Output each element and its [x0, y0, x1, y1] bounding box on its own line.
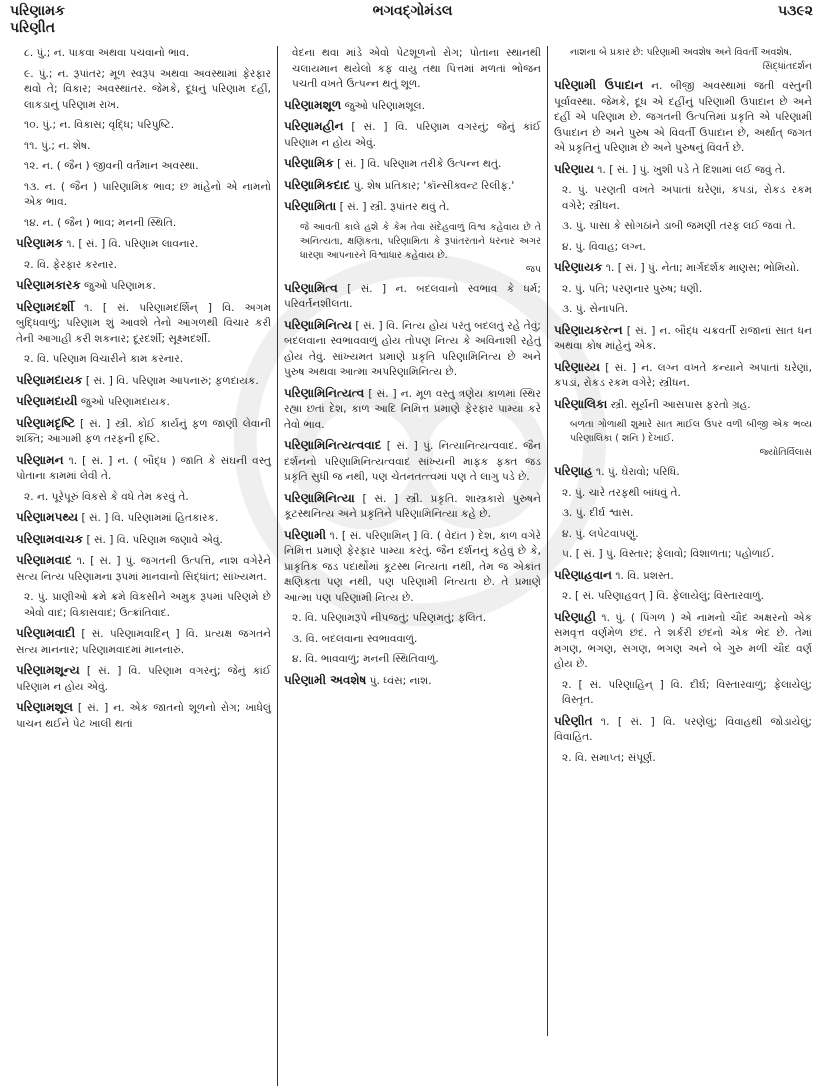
sub-sense: ૩. પું. પાસા કે સોગઠાંને ડાબી જમણી તરફ લઈ જવાં તે.: [562, 220, 796, 232]
page-number: ૫૩૯૨: [777, 3, 813, 19]
definition-text: ૧. [ સં. પરિણામદર્શિન્ ] વિ. અગમ બુદ્ધિવાળું; પરિણામ શું આવશે તેનો આગળથી વિચાર કરી તેની આગાહી કરી શકનાર; દૂરદર્શી; સૂક્ષ્મદર્શી.: [16, 301, 271, 345]
sub-sense: ૨. પું. પતિ; પરણનાર પુરુષ; ધણી.: [562, 282, 703, 295]
dictionary-entry: [284, 98, 541, 115]
sub-sense: ૨. વિ. પરિણામરૂપે નીપજતું; પરિણમતું; ફલિત.: [292, 612, 487, 624]
dictionary-entry: [16, 300, 271, 348]
definition-text: [ સં. ] સ્ત્રી. કોઈ કાર્યનું ફળ જાણી લેવાની શક્તિ; આગામી ફળ તરફની દૃષ્ટિ.: [16, 417, 271, 445]
dictionary-entry: [16, 278, 271, 295]
sub-sense: ૧૦. પું.; ન. વિકાસ; વૃદ્ધિ; પરિપુષ્ટિ.: [24, 119, 175, 131]
definition-text: પું. ધ્વંસ; નાશ.: [366, 674, 432, 687]
dictionary-entry: [554, 714, 812, 746]
dictionary-entry: [284, 318, 541, 381]
sub-sense: ૩. પું. સેનાપતિ.: [562, 303, 629, 315]
dictionary-entry: [16, 663, 271, 695]
sub-sense: ૨. [ સં. પરિણાહવત્ ] વિ. ફેલાયેલું; વિસ્તારવાળું.: [562, 590, 765, 602]
headword: પરિણામિતા: [284, 199, 337, 213]
headword: પરિણામક: [16, 236, 64, 250]
sub-sense: ૧૧. પું.; ન. શેષ.: [24, 139, 91, 152]
sub-sense: ૫. [ સં. ] પું. વિસ્તાર; ફેલાવો; વિશાળતા; પહોળાઈ.: [562, 548, 775, 560]
sub-sense: ૯. પું.; ન. રૂપાંતર; મૂળ સ્વરૂપ અથવા અવસ્થામાં ફેરફાર થવો તે; વિકાર; અવસ્થાંતર. જેમકે, દૂધનું પરિણામ દહીં, લાકડાનું પરિણામ રાખ.: [24, 67, 271, 111]
book-title: ભગવદ્ગોમંડલ: [372, 3, 453, 19]
definition-text: જુઓ પરિણામક.: [80, 280, 156, 292]
sub-sense: ૨. પું. પ્રાણીઓ ક્રમે ક્રમે વિકસીને અમુક રૂપમાં પરિણમે છે એવો વાદ; વિકાસવાદ; ઉત્ક્રાંતિવાદ.: [24, 591, 271, 619]
guide-word-last: પરિણીત: [10, 20, 55, 36]
headword: પરિણાહી: [554, 609, 597, 624]
sub-sense: ૪. વિ. ભાવવાળું; મનની સ્થિતિવાળું.: [292, 653, 439, 665]
headword: પરિણામવાચક: [16, 531, 84, 546]
sub-sense: ૨. વિ. પરિણામ વિચારીને કામ કરનાર.: [24, 353, 184, 365]
guide-word-first: પરિણામક: [10, 3, 65, 19]
headword: પરિણામદૃષ્ટિ: [16, 415, 76, 430]
definition-text: ૧. [ સં. ] વિ. પરિણામ લાવનાર.: [63, 238, 199, 250]
dictionary-entry: [554, 464, 812, 481]
sub-sense: ૩. વિ. બદલવાના સ્વભાવવાળું.: [292, 632, 418, 645]
headword: પરિણામહીન: [284, 119, 344, 133]
dictionary-entry: [284, 386, 541, 434]
definition-text: [ સં. ] વિ. પરિણામમાં હિતકારક.: [78, 512, 219, 524]
sub-sense: ૮. પું.; ન. પાકવા અથવા પચવાનો ભાવ.: [24, 47, 190, 59]
definition-text: [ સં. ] વિ. પરિણામ તરીકે ઉત્પન્ન થતું.: [333, 158, 502, 170]
sub-sense: ૩. પું. દીર્ઘ શ્વાસ.: [562, 507, 634, 519]
dictionary-entry: [284, 119, 541, 151]
definition-text: ૧. પું. ઘેરાવો; પરિધિ.: [592, 466, 680, 478]
dictionary-entry: [284, 156, 541, 173]
definition-text: [ સં. ] ન. એક જાતનો શૂળનો રોગ; ખાધેલું પાચન થઈને પેટ ખાલી થતાં: [16, 702, 271, 730]
headword: પરિણામિત્વ: [284, 280, 338, 295]
headword: પરિણામિનિત્યા: [284, 490, 355, 505]
dictionary-entry: [554, 610, 812, 673]
definition-text: [ સં. પરિણામવાદિન્ ] વિ. પ્રત્યક્ષ જગતને સત્ય માનનાર; પરિણામવાદમાં માનનારું.: [16, 628, 271, 656]
definition-text: [ સં. ] સ્ત્રી. રૂપાંતર થવું તે.: [336, 201, 450, 213]
dictionary-entry: [284, 673, 541, 690]
headword: પરિણીત: [554, 713, 593, 728]
definition-text: ૧. [ સં. ] પું. જગતની ઉત્પત્તિ, નાશ વગેરેને સત્ય નિત્ય પરિણામના રૂપમાં માનવાનો સિદ્ધાંત; સાંખ્યમત.: [16, 555, 271, 583]
continued-definition: વેદના થવા માંડે એવો પેટશૂળનો રોગ; પોતાના સ્થાનથી ચલાયમાન થયેલો કફ વાયુ તથા પિત્તમાં મળતાં ભોજન પચતી વખતે ઉત્પન્ન થતું શૂળ.: [292, 47, 541, 90]
dictionary-entry: [554, 568, 812, 585]
definition-text: ૧. વિ. પ્રશસ્ત.: [612, 569, 674, 582]
headword: પરિણામવાદી: [16, 626, 76, 640]
definition-text: ૧. પું. ( પિંગળ ) એ નામનો ચૌદ અક્ષરનો એક સમવૃત્ત વર્ણમેળ છંદ. તે શર્કરી છંદનો એક ભેદ છે. તેમાં મગણ, ભગણ, સગણ, ભગણ અને બે ગુરુ મળી ચૌદ વર્ણ હોય છે.: [554, 611, 812, 670]
citation-quote: [570, 46, 812, 74]
headword: પરિણામી અવશેષ: [284, 672, 367, 687]
headword: પરિણામિકદાદ: [284, 177, 351, 192]
headword: પરિણામપથ્ય: [16, 510, 79, 524]
column-right: [548, 46, 818, 1086]
definition-text: [ સં. ] વિ. નિત્ય હોય પરંતુ બદલતું રહે તેવું; બદલવાના સ્વભાવવાળું હોય તોપણ નિત્ય કે અવિનાશી રહેતું હોય તેવું. સાંખ્યમત પ્રમાણે પ્રકૃતિ પરિણામિનિત્ય છે અને પુરુષ અથવા આત્મા અપરિણામિનિત્ય છે.: [284, 319, 541, 378]
headword: પરિણામદર્શી: [16, 299, 74, 314]
sub-sense: ૨. પું. ચારે તરફથી બાંધવું તે.: [562, 486, 681, 499]
quote-text: જે આવતી કાલે હશે કે કેમ તેવા સંદેહવાળું વિશ્વ કહેવાય છે તે અનિત્યતા, ક્ષણિકતા, પરિણામિતા કે રૂપાંતરતાને ધરનાર અગર ધારણા આપનારને વિશ્વાધાર કહેવાય છે.: [300, 221, 541, 261]
citation-quote: [570, 418, 812, 460]
headword: પરિણામિક: [284, 156, 334, 170]
headword: પરિણાહવાન: [554, 567, 612, 582]
sub-sense: ૧૩. ન. ( જૈન ) પારિણામિક ભાવ; છ માંહેનો એ નામનો એક ભાવ.: [24, 180, 271, 208]
definition-text: [ સં. ] ન. બદલવાનો સ્વભાવ કે ધર્મ; પરિવર્તનશીલતા.: [284, 282, 541, 310]
quote-text: નાશના બે પ્રકાર છે: પરિણામી અવશેષ અને વિવર્તી અવશેષ.: [570, 47, 793, 58]
definition-text: ૧. [ સં. ] પું. ખુશી પડે તે દિશામાં લઈ જવું તે.: [593, 163, 786, 176]
headword: પરિણામવાદ: [16, 553, 72, 567]
dictionary-entry: [16, 700, 271, 732]
definition-text: [ સં. ] વિ. પરિણામ વગરનું; જેનું કાંઈ પરિણામ ન હોય એવું.: [16, 665, 271, 693]
dictionary-entry: [16, 510, 271, 527]
sub-sense: ૨. વિ. સમાપ્ત; સંપૂર્ણ.: [562, 751, 656, 764]
headword: પરિણામદાયક: [16, 372, 83, 387]
dictionary-entry: [284, 199, 541, 216]
sub-sense: ૪. પું. લપેટવાપણું.: [562, 527, 639, 540]
definition-text: [ સં. ] ન. બૌદ્ધ ચક્રવર્તી રાજાનાં સાત ધન અથવા કોષ માંહેનું એક.: [554, 324, 812, 352]
dictionary-entry: [284, 178, 541, 195]
definition-text: [ સં. ] વિ. પરિણામ જણાવે એવું.: [83, 533, 223, 546]
definition-text: ૧. [ સં. ] ન. ( બૌદ્ધ ) જાતિ કે સંઘની વસ્તુ પોતાના કામમાં લેવી તે.: [16, 454, 271, 482]
headword: પરિણામકારક: [16, 278, 81, 292]
dictionary-entry: [16, 626, 271, 658]
headword: પરિણામી ઉપાદાન: [554, 78, 644, 92]
headword: પરિણામશૂન્ય: [16, 663, 80, 677]
dictionary-entry: [16, 532, 271, 549]
quote-text: બળતા ગોળાથી શુમારે સાત માઈલ ઉપર વળી બીજી એક ભવ્ય પરિણાલિકા ( શનિ ) દેખાઈ.: [570, 419, 812, 444]
definition-text: ૧. [ સં. ] પું. નેતા; માર્ગદર્શક માણસ; ભોમિયો.: [602, 262, 800, 274]
definition-text: [ સં. ] વિ. પરિણામ વગરનું; જેનું કાંઈ પરિણામ ન હોય એવું.: [284, 121, 541, 149]
dictionary-entry: [554, 78, 812, 157]
sub-sense: ૧૪. ન. ( જૈન ) ભાવ; મનની સ્થિતિ.: [24, 216, 177, 229]
dictionary-entry: [284, 281, 541, 313]
dictionary-entry: [16, 236, 271, 253]
headword: પરિણાય્ય: [554, 359, 600, 374]
headword: પરિણાલિકા: [554, 396, 608, 411]
sub-sense: ૨. વિ. ફેરફાર કરનાર.: [24, 258, 118, 271]
definition-text: [ સં. ] વિ. પરિણામ આપનારું; ફળદાયક.: [82, 374, 259, 387]
definition-text: [ સં. ] ન. મૂળ વસ્તુ ત્રણેય કાળમાં સ્થિર રહ્યા છતાં દેશ, કાળ આદિ નિમિત્ત પ્રમાણે ફેરફાર પામ્યા કરે તેવો ભાવ.: [284, 387, 541, 431]
definition-text: જુઓ પરિણામદાયક.: [77, 396, 170, 408]
dictionary-entry: [284, 491, 541, 523]
dictionary-entry: [16, 416, 271, 448]
citation-quote: [300, 221, 541, 277]
sub-sense: ૨. ન. પૂરેપૂરું વિકસે કે વધે તેમ કરવું તે.: [24, 490, 189, 503]
headword: પરિણામિનિત્યત્વવાદ: [284, 438, 382, 452]
quote-source: જ્યોતિર્વિલાસ: [759, 447, 812, 458]
dictionary-entry: [16, 373, 271, 390]
page-header: [0, 0, 825, 42]
definition-text: [ સં. ] સ્ત્રી. પ્રકૃતિ. શાસ્ત્રકારો પુરુષને કૂટસ્થનિત્ય અને પ્રકૃતિને પરિણામિનિત્યા કહે છે.: [284, 492, 541, 520]
headword: પરિણામન: [16, 452, 64, 467]
quote-source: સિદ્ધાંતદર્શન: [762, 61, 812, 72]
dictionary-entry: [16, 394, 271, 411]
definition-text: ન. બીજી અવસ્થામાં જતી વસ્તુની પૂર્વાવસ્થા. જેમકે, દૂધ એ દહીંનું પરિણામી ઉપાદાન છે અને દહીં એ પરિણામ છે. જગતની ઉત્પત્તિમાં પ્રકૃતિ એ પરિણામી ઉપાદાન છે અને પુરુષ એ વિવર્તી ઉપાદાન છે, અર્થાત્ જગત એ પ્રકૃતિનું પરિણામ છે અને પુરુષનું વિવર્ત છે.: [554, 80, 812, 154]
dictionary-entry: [284, 438, 541, 486]
definition-text: સ્ત્રી. સૂર્યની આસપાસ ફરતો ગ્રહ.: [607, 398, 751, 411]
definition-text: ૧. [ સં. પરિણામિન્ ] વિ. ( વેદાંત ) દેશ, કાળ વગેરે નિમિત્ત પ્રમાણે ફેરફાર પામ્યા કરતું. જૈન દર્શનનું કહેવું છે કે, પ્રાકૃતિક જડ પદાર્થોમાં કૂટસ્થ નિત્યતા નથી, તેમ જ એકાંત ક્ષણિકતા પણ નથી, પણ પરિણામી નિત્યતા છે. તે પ્રમાણે આત્મા પણ પરિણામી નિત્ય છે.: [284, 529, 541, 604]
sub-sense: ૨. પું. પરણતી વખતે અપાતાં ઘરેણાં, કપડાં, રોકડ રકમ વગેરે; સ્ત્રીધન.: [562, 184, 812, 212]
sub-sense: ૧૨. ન. ( જૈન ) જીવની વર્તમાન અવસ્થા.: [24, 160, 199, 172]
dictionary-columns: [10, 46, 818, 1086]
dictionary-entry: [16, 553, 271, 585]
dictionary-entry: [554, 323, 812, 355]
headword: પરિણાયકરત્ન: [554, 322, 623, 337]
headword: પરિણામદાયી: [16, 394, 78, 408]
headword: પરિણાય: [554, 161, 594, 176]
headword: પરિણામિનિત્ય: [284, 317, 352, 332]
definition-text: પું. શેષ પ્રતિકાર; 'કૉન્સીક્વન્ટ રિલીફ.': [350, 179, 515, 192]
column-left: [10, 46, 278, 1086]
dictionary-entry: [16, 453, 271, 485]
headword: પરિણાયક: [554, 260, 603, 274]
quote-source: જપ: [525, 263, 541, 275]
definition-text: [ સં. ] પું. નિત્યાનિત્યત્વવાદ. જૈન દર્શનનો પરિણામિનિત્યત્વવાદ સાંખ્યની માફક ફક્ત જડ પ્રકૃતિ સુધી જ નથી, પણ ચેતનતત્ત્વમાં પણ તે લાગુ પડે છે.: [284, 440, 541, 483]
headword: પરિણાહ: [554, 464, 593, 478]
headword: પરિણામશૂળ: [284, 97, 342, 112]
definition-text: જુઓ પરિણામશૂલ.: [341, 99, 426, 112]
sub-sense: ૪. પું. વિવાહ; લગ્ન.: [562, 240, 646, 253]
sub-sense: ૨. [ સં. પરિણાહિન્ ] વિ. દીર્ઘ; વિસ્તારવાળું; ફેલાયેલું; વિસ્તૃત.: [562, 678, 812, 706]
dictionary-entry: [554, 397, 812, 414]
dictionary-entry: [554, 260, 812, 277]
headword: પરિણામિનિત્યત્વ: [284, 385, 365, 400]
headword: પરિણામશૂલ: [16, 700, 73, 714]
dictionary-entry: [284, 528, 541, 607]
column-middle: [278, 46, 548, 1036]
headword: પરિણામી: [284, 527, 327, 542]
dictionary-entry: [554, 162, 812, 179]
dictionary-entry: [554, 360, 812, 392]
definition-text: ૧. [ સં. ] વિ. પરણેલું; વિવાહથી જોડાયેલું; વિવાહિત.: [554, 715, 812, 743]
definition-text: [ સં. ] ન. લગ્ન વખતે કન્યાને અપાતાં ઘરેણાં, કપડાં, રોકડ રકમ વગેરે; સ્ત્રીધન.: [554, 361, 812, 389]
